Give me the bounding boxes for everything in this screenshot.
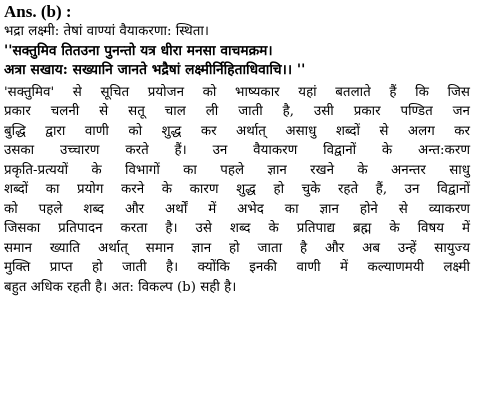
explanation-line-5: प्रकृति-प्रत्ययों के विभागों का पहले ज्ञान रखने के अनन्तर साधु xyxy=(4,162,470,178)
hindi-explanation-paragraph xyxy=(4,83,470,298)
explanation-line-1: 'सक्तुमिव' से सूचित प्रयोजन को भाष्यकार यहां बतलाते हैं कि जिस xyxy=(4,84,470,100)
explanation-line-9: समान ख्याति अर्थात् समान ज्ञान हो जाता है और अब उन्हें सायुज्य xyxy=(4,240,470,256)
explanation-line-11: बहुत अधिक रहती है। अत: विकल्प (b) सही है। xyxy=(4,279,237,295)
verse-line-1: ''सक्तुमिव तितउना पुनन्तो यत्र धीरा मनसा वाचमक्रम। xyxy=(4,42,273,59)
sanskrit-verse-block xyxy=(4,42,470,81)
explanation-line-2: प्रकार चलनी से सतू चाल ली जाती है, उसी प्रकार पण्डित जन xyxy=(4,104,470,119)
explanation-line-10: मुक्ति प्राप्त हो जाती है। क्योंकि इनकी वाणी में कल्याणमयी लक्ष्मी xyxy=(4,260,470,275)
explanation-line-6: शब्दों का प्रयोग करने के कारण शुद्ध हो चुके रहते हैं, उन विद्वानों xyxy=(4,182,470,197)
answer-label: Ans. (b) : xyxy=(4,2,72,21)
explanation-line-8: जिसका प्रतिपादन करता है। उसे शब्द के प्रतिपाद्य ब्रह्म के विषय में xyxy=(4,221,470,236)
explanation-line-4: उसका उच्चारण करते हैं। उन वैयाकरण विद्वानों के अन्त:करण xyxy=(4,143,470,158)
explanation-line-3: बुद्धि द्वारा वाणी को शुद्ध कर अर्थात् असाधु शब्दों से अलग कर xyxy=(4,123,470,139)
intro-sanskrit-line: भद्रा लक्ष्मी: तेषां वाण्यां वैयाकरणा: स्थिता। xyxy=(4,24,209,39)
explanation-line-7: को पहले शब्द और अर्थों में अभेद का ज्ञान होने से व्याकरण xyxy=(4,201,470,217)
verse-line-2: अत्रा सखाय: सख्यानि जानते भद्रैषां लक्ष्मीर्निहिताधिवाचि।। '' xyxy=(4,62,306,78)
